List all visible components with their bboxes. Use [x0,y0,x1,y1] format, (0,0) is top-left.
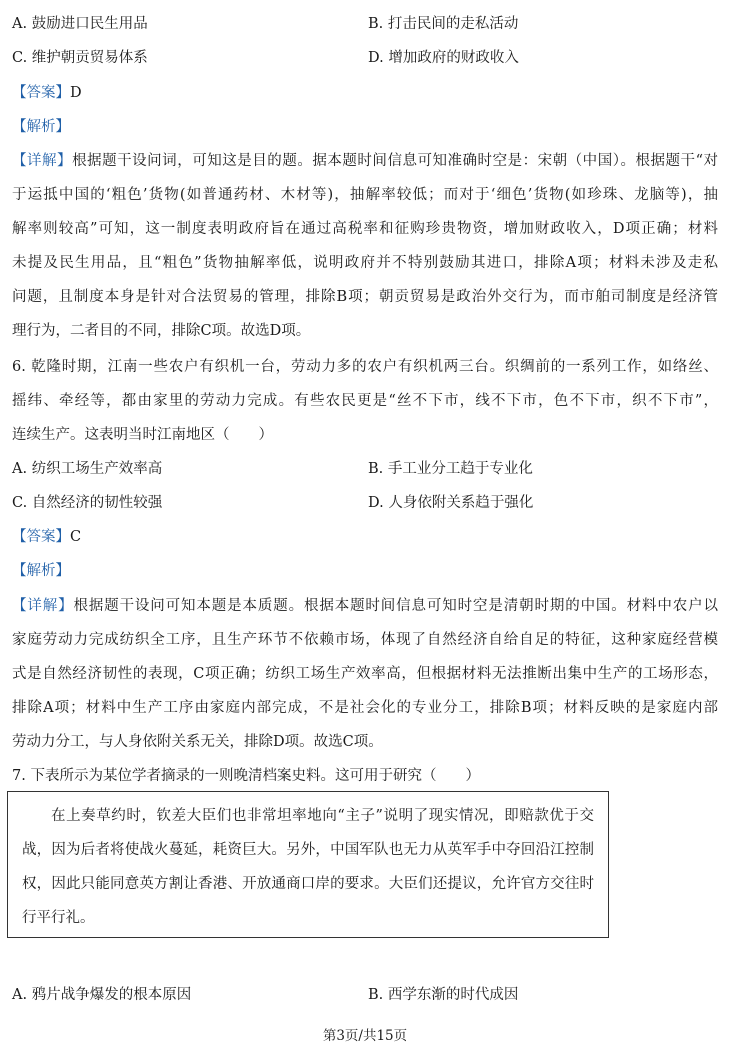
q6-detail-line: 劳动力分工，与人身依附关系无关，排除D项。故选C项。 [12,734,383,750]
q6-answer [12,527,718,547]
analysis-label: 【解析】 [12,119,70,135]
q5-option-b: B. 打击民间的走私活动 [368,16,519,32]
q6-option-b: B. 手工业分工趋于专业化 [368,461,533,477]
answer-label: 【答案】 [12,529,70,545]
q6-option-c: C. 自然经济的韧性较强 [12,495,163,511]
q6-stem-line: 摇纬、牵经等，都由家里的劳动力完成。有些农民更是“丝不下市，线不下市，色不下市，织不下市”， [12,393,718,409]
q5-answer [12,83,718,103]
q6-detail-line [12,596,718,616]
q6-option-a: A. 纺织工场生产效率高 [12,461,163,477]
excerpt-line: 在上奏草约时，钦差大臣们也非常坦率地向“主子”说明了现实情况，即赔款优于交 [51,808,594,824]
q6-detail-line: 排除A项；材料中生产工序由家庭内部完成，不是社会化的专业分工，排除B项；材料反映的是家庭内部 [12,700,718,716]
answer-value: D [70,85,82,101]
excerpt-line: 权，因此只能同意英方割让香港、开放通商口岸的要求。大臣们还提议，允许官方交往时 [22,876,594,892]
q5-detail-line: 问题，且制度本身是针对合法贸易的管理，排除B项；朝贡贸易是政治外交行为，而市舶司制度是经济管 [12,289,718,305]
q7-stem: 7. 下表所示为某位学者摘录的一则晚清档案史料。这可用于研究（ ） [12,768,480,784]
excerpt-line: 战，因为后者将使战火蔓延，耗资巨大。另外，中国军队也无力从英军手中夺回沿江控制 [22,842,594,858]
analysis-label: 【解析】 [12,563,70,579]
q5-detail-line [12,151,718,171]
q6-analysis [12,561,718,581]
q6-detail-line: 家庭劳动力完成纺织全工序，且生产环节不依赖市场，体现了自然经济自给自足的特征，这种家庭经营模 [12,632,718,648]
q6-stem-line: 6. 乾隆时期，江南一些农户有织机一台，劳动力多的农户有织机两三台。织绸前的一系列工作，如络丝、 [12,359,718,375]
detail-label: 【详解】 [12,598,74,614]
page-number: 第3页/共15页 [322,1028,408,1044]
detail-text: 根据题干设问可知本题是本质题。根据本题时间信息可知时空是清朝时期的中国。材料中农户以 [73,598,718,614]
q5-analysis [12,117,718,137]
q6-option-d: D. 人身依附关系趋于强化 [368,495,534,511]
q5-detail-line: 解率则较高”可知，这一制度表明政府旨在通过高税率和征购珍贵物资，增加财政收入，D项正确；材料 [12,221,718,237]
detail-label: 【详解】 [12,153,73,169]
q7-option-a: A. 鸦片战争爆发的根本原因 [12,987,192,1003]
excerpt-line: 行平行礼。 [22,910,95,926]
q5-detail-line: 未提及民生用品，且“粗色”货物抽解率低，说明政府并不特别鼓励其进口，排除A项；材料未涉及走私 [12,255,718,271]
q5-detail-line: 于运抵中国的‘粗色’货物(如普通药材、木材等)，抽解率较低；而对于‘细色’货物(如珍珠、龙脑等)，抽 [12,187,718,203]
q6-detail-line: 式是自然经济韧性的表现，C项正确；纺织工场生产效率高，但根据材料无法推断出集中生产的工场形态， [12,666,718,682]
source-excerpt-box [7,791,609,938]
q5-option-c: C. 维护朝贡贸易体系 [12,50,148,66]
detail-text: 根据题干设问词，可知这是目的题。据本题时间信息可知准确时空是：宋朝（中国）。根据题干“对 [72,153,718,169]
q5-option-d: D. 增加政府的财政收入 [368,50,519,66]
answer-label: 【答案】 [12,85,70,101]
q6-stem-line: 连续生产。这表明当时江南地区（ ） [12,427,273,443]
q7-option-b: B. 西学东渐的时代成因 [368,987,519,1003]
answer-value: C [70,529,82,545]
q5-option-a: A. 鼓励进口民生用品 [12,16,148,32]
q5-detail-line: 理行为，二者目的不同，排除C项。故选D项。 [12,323,311,339]
